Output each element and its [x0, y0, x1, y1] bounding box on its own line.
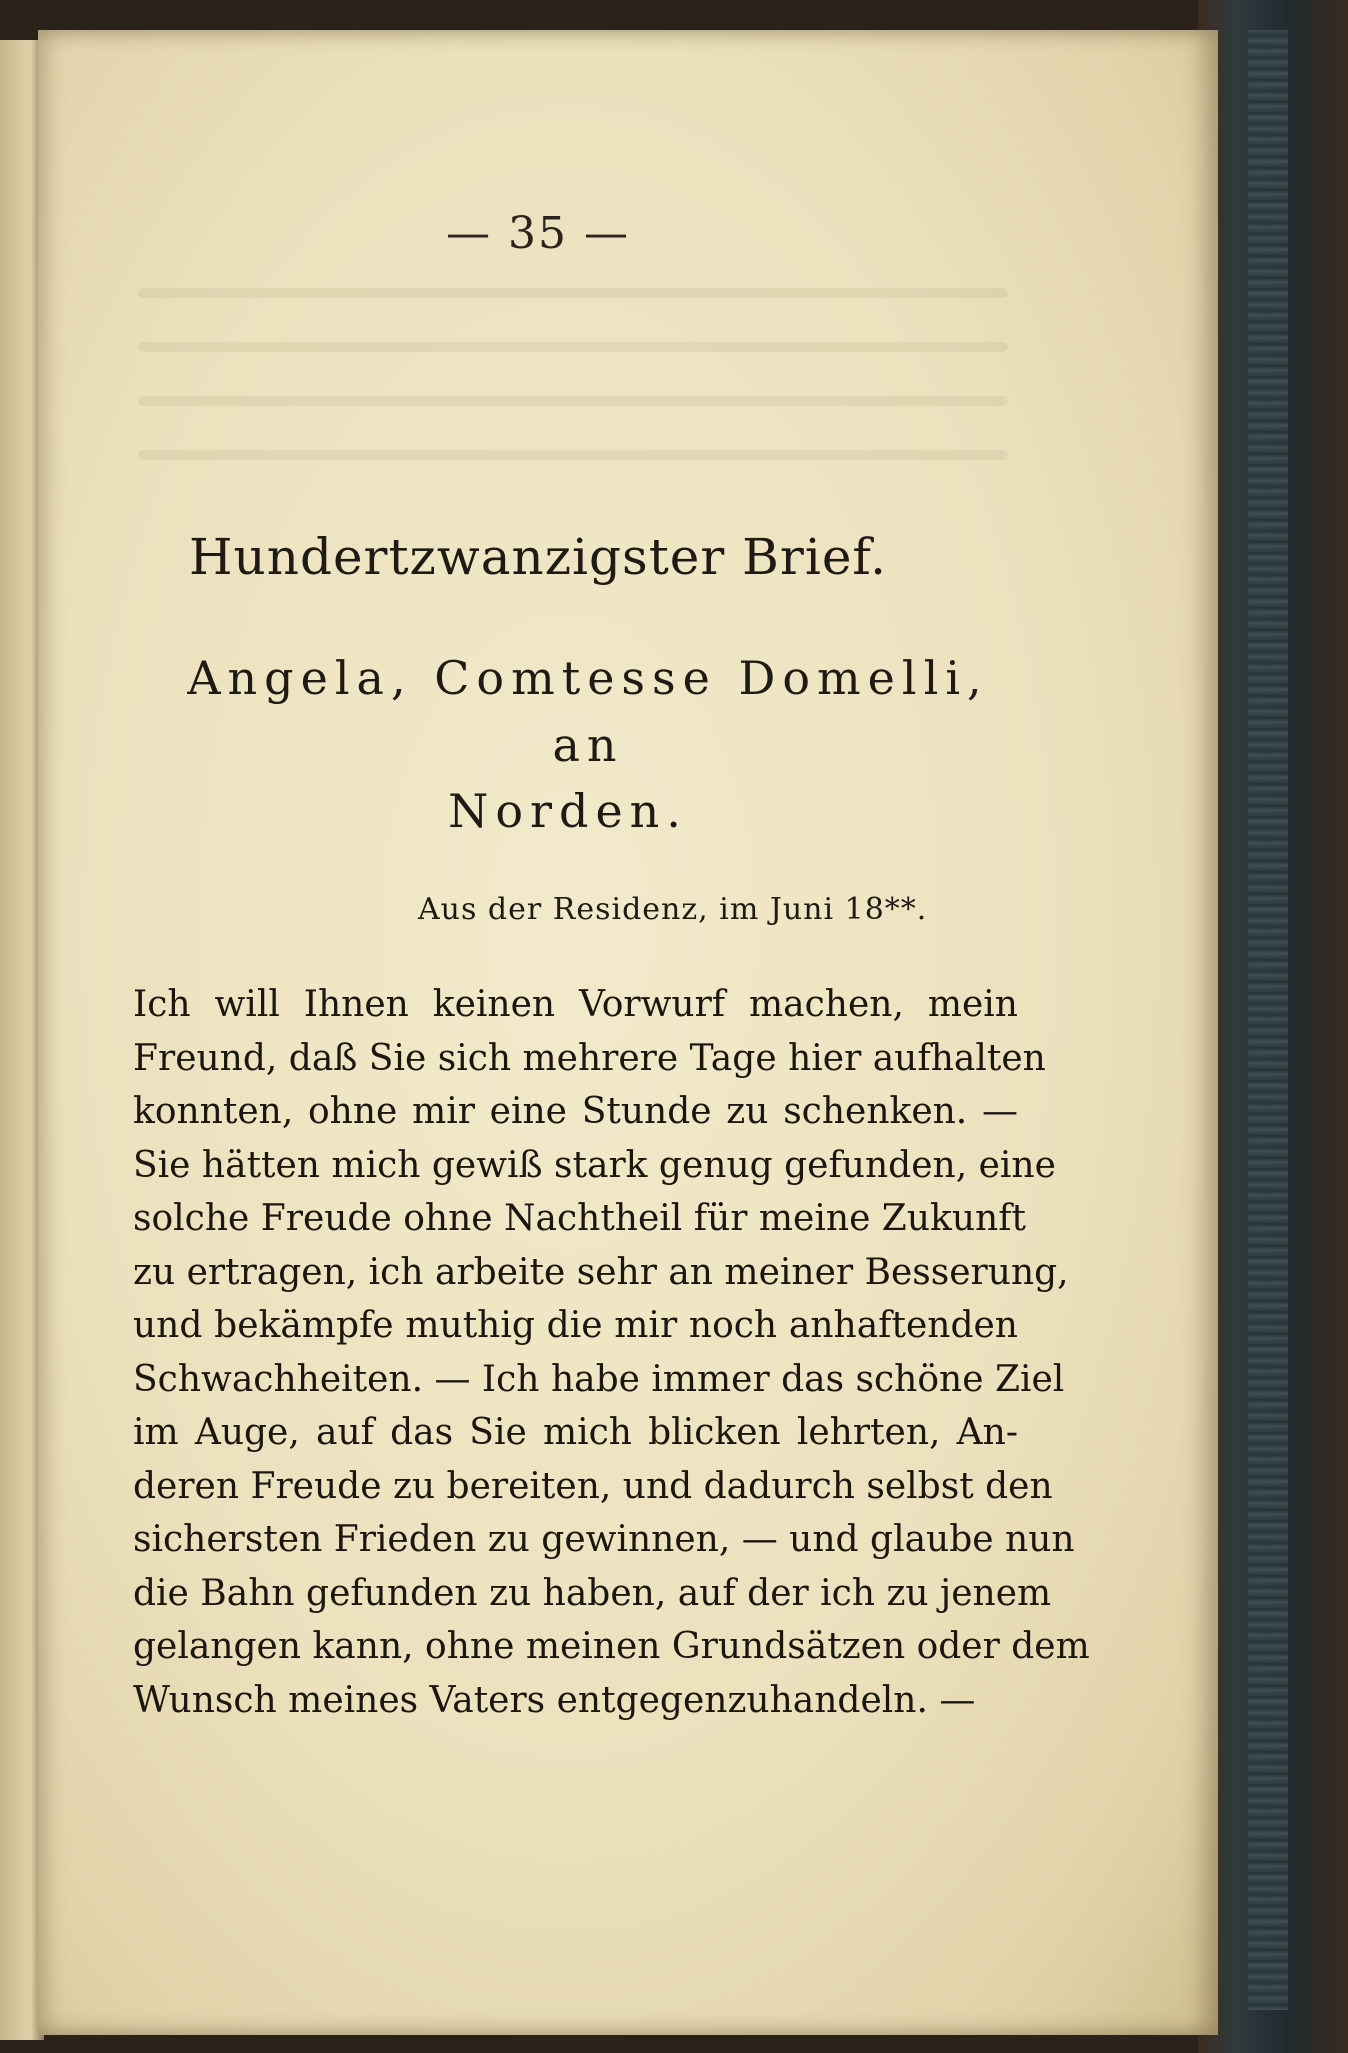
text-line: Freund, daß Sie sich mehrere Tage hier aufhalten — [133, 1037, 1046, 1079]
text-line: Schwachheiten. — Ich habe immer das schöne Ziel — [133, 1358, 1065, 1400]
text-line: sichersten Frieden zu gewinnen, — und glaube nun — [133, 1519, 1075, 1560]
letter-body — [133, 978, 1090, 1727]
bleed-through — [138, 342, 1008, 352]
book-page — [38, 30, 1218, 2035]
bleed-through — [138, 450, 1008, 460]
text-line: im Auge, auf das Sie mich blicken lehrten, An- — [133, 1412, 1018, 1453]
letter-dateline: Aus der Residenz, im Juni 18**. — [418, 892, 928, 927]
text-line: zu ertragen, ich arbeite sehr an meiner Besserung, — [133, 1251, 1069, 1293]
text-line: konnten, ohne mir eine Stunde zu schenken. — — [133, 1091, 1018, 1132]
text-line: die Bahn gefunden zu haben, auf der ich zu jenem — [133, 1572, 1052, 1614]
page-number: — 35 — — [446, 208, 630, 259]
bleed-through — [138, 396, 1008, 406]
text-line: Wunsch meines Vaters entgegenzuhandeln. — — [133, 1679, 976, 1721]
text-line: und bekämpfe muthig die mir noch anhaftenden — [133, 1305, 1018, 1346]
text-line: deren Freude zu bereiten, und dadurch selbst den — [133, 1465, 1053, 1507]
text-line: Sie hätten mich gewiß stark genug gefunden, eine — [133, 1144, 1056, 1186]
bleed-through — [138, 288, 1008, 298]
salutation-line: Norden. — [448, 784, 688, 839]
text-line: gelangen kann, ohne meinen Grundsätzen oder dem — [133, 1626, 1090, 1667]
salutation-line: Angela, Comtesse Domelli, an — [187, 651, 989, 772]
text-line: solche Freude ohne Nachtheil für meine Zukunft — [133, 1198, 1026, 1239]
letter-salutation — [158, 645, 1018, 845]
cover-edge — [1248, 30, 1288, 2010]
book-cover — [1198, 0, 1348, 2053]
text-line: Ich will Ihnen keinen Vorwurf machen, mein — [133, 984, 1018, 1025]
letter-heading: Hundertzwanzigster Brief. — [188, 528, 888, 586]
